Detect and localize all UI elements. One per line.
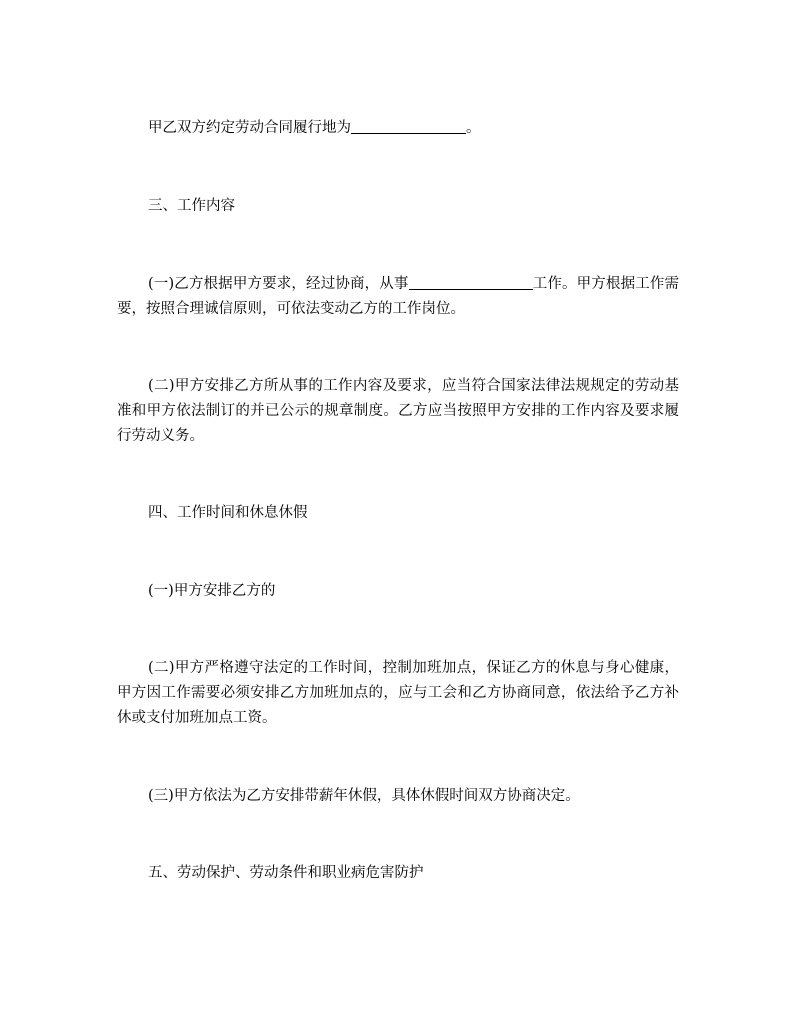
work-hours-clause-2: (二)甲方严格遵守法定的工作时间，控制加班加点，保证乙方的休息与身心健康，甲方因工作需要必须安排乙方加班加点的，应与工会和乙方协商同意，依法给予乙方补休或支付加班加点工资。 [117, 660, 679, 726]
work-hours-clause-3: (三)甲方依法为乙方安排带薪年休假，具体休假时间双方协商决定。 [148, 788, 580, 804]
workplace-clause [117, 116, 679, 141]
workplace-clause-text: 甲乙双方约定劳动合同履行地为 [148, 120, 351, 136]
job-blank [409, 274, 533, 290]
work-hours-clause-1: (一)甲方安排乙方的 [148, 583, 276, 599]
section-heading-work-content: 三、工作内容 [148, 198, 235, 214]
work-content-clause-1-text: (一)乙方根据甲方要求，经过协商，从事 [148, 276, 409, 292]
section-heading-work-hours: 四、工作时间和休息休假 [148, 505, 308, 521]
workplace-clause-end: 。 [466, 120, 481, 136]
work-content-clause-1-rest: 工作。甲方根据工作需要，按照合理诚信原则，可依法变动乙方的工作岗位。 [117, 276, 680, 317]
work-content-clause-1 [117, 272, 679, 322]
workplace-blank [351, 118, 466, 134]
section-heading-labor-protection: 五、劳动保护、劳动条件和职业病危害防护 [148, 865, 424, 881]
work-content-clause-2: (二)甲方安排乙方所从事的工作内容及要求，应当符合国家法律法规规定的劳动基准和甲方依法制订的并已公示的规章制度。乙方应当按照甲方安排的工作内容及要求履行劳动义务。 [117, 378, 679, 444]
